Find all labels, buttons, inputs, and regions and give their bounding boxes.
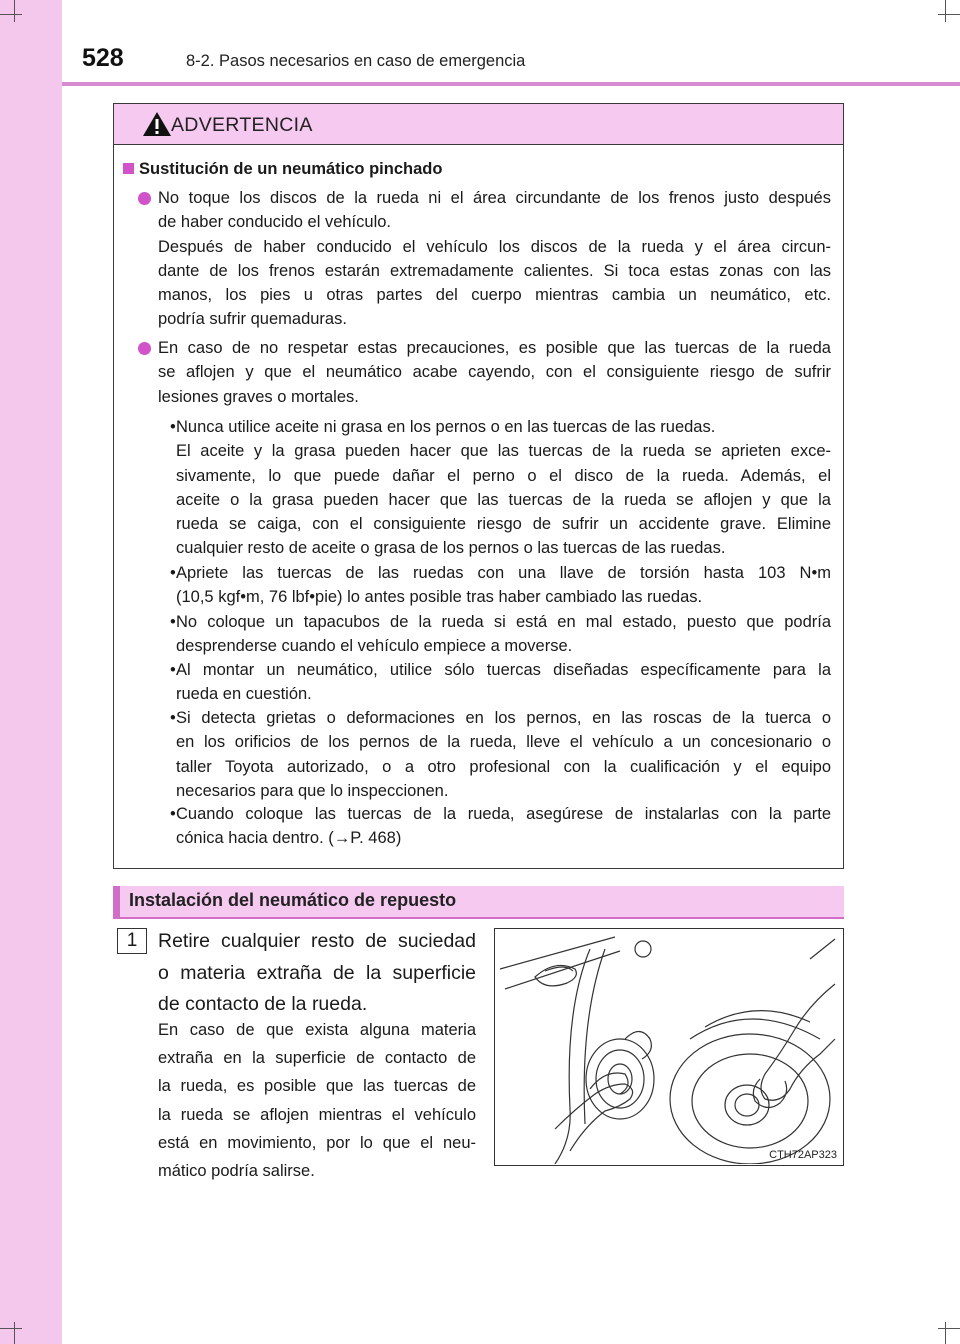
chapter-title: 8-2. Pasos necesarios en caso de emergencia bbox=[186, 52, 526, 70]
text-line: rueda en cuestión. bbox=[176, 685, 312, 704]
text-line: está en movimiento, por lo que el neu- bbox=[158, 1133, 476, 1152]
side-margin-strip bbox=[0, 0, 62, 1344]
crop-mark bbox=[945, 0, 946, 22]
crop-mark bbox=[0, 1328, 22, 1329]
figure-code: CTH72AP323 bbox=[769, 1149, 837, 1161]
text-line: aceite o la grasa pueden hacer que las tuercas de la rueda se aflojen y que la bbox=[176, 490, 831, 509]
text-line: Nunca utilice aceite ni grasa en los pernos o en las tuercas de las ruedas. bbox=[176, 418, 716, 436]
step-note bbox=[158, 1016, 476, 1185]
sub-bullet: • bbox=[170, 564, 176, 582]
text-line: Al montar un neumático, utilice sólo tuercas diseñadas específicamente para la bbox=[176, 661, 831, 679]
sub-item-1 bbox=[158, 415, 831, 561]
page-number: 528 bbox=[82, 44, 124, 72]
text-line: En caso de no respetar estas precauciones, es posible que las tuercas de la rueda bbox=[158, 339, 831, 357]
warning-triangle-icon bbox=[142, 111, 172, 137]
text-line: En caso de que exista alguna materia bbox=[158, 1021, 476, 1039]
text-line: manos, los pies u otras partes del cuerpo mientras cambia un neumático, etc. bbox=[158, 286, 831, 305]
warning-title: ADVERTENCIA bbox=[171, 114, 313, 136]
text-line: o materia extraña de la superficie bbox=[158, 961, 476, 984]
text-line: lesiones graves o mortales. bbox=[158, 387, 359, 406]
sub-item-4 bbox=[158, 658, 831, 707]
text-line: necesarios para que lo inspeccionen. bbox=[176, 781, 449, 800]
text-line: dante de los frenos estarán extremadamente calientes. Si toca estas zonas con las bbox=[158, 261, 831, 280]
sub-item-6 bbox=[158, 802, 831, 851]
text-line: mático podría salirse. bbox=[158, 1162, 315, 1181]
text-line: taller Toyota autorizado, o a otro profesional con la cualificación y el equipo bbox=[176, 757, 831, 776]
sub-bullet: • bbox=[170, 805, 176, 823]
warning-header bbox=[114, 104, 843, 145]
crop-mark bbox=[14, 1322, 15, 1344]
text-line: rueda se caiga, con el consiguiente riesgo de sufrir un accidente grave. Elimine bbox=[176, 515, 831, 534]
sub-item-3 bbox=[158, 610, 831, 659]
crop-mark bbox=[0, 14, 22, 15]
text-line: extraña en la superficie de contacto de bbox=[158, 1049, 476, 1068]
text-line: la rueda, es posible que las tuercas de bbox=[158, 1077, 476, 1096]
wheel-cleaning-illustration bbox=[494, 928, 844, 1166]
text-line: de contacto de la rueda. bbox=[158, 993, 368, 1015]
crop-mark bbox=[945, 1322, 946, 1344]
text-line: sivamente, lo que puede dañar el perno o el disco de la rueda. Además, el bbox=[176, 466, 831, 485]
warning-bullet-1 bbox=[158, 186, 831, 332]
text-line: cualquier resto de aceite o grasa de los pernos o las tuercas de las ruedas. bbox=[176, 539, 726, 558]
bullet-dot bbox=[138, 192, 151, 205]
text-line: cónica hacia dentro. (→P. 468) bbox=[176, 829, 402, 848]
warning-section-title: Sustitución de un neumático pinchado bbox=[139, 160, 443, 178]
sub-bullet: • bbox=[170, 613, 176, 631]
warning-bullet-2 bbox=[158, 336, 831, 409]
sub-bullet: • bbox=[170, 661, 176, 679]
step-instruction bbox=[158, 926, 476, 1021]
text-line: Apriete las tuercas de las ruedas con una llave de torsión hasta 103 N•m bbox=[176, 564, 831, 582]
sub-item-5 bbox=[158, 706, 831, 803]
text-line: No coloque un tapacubos de la rueda si está en mal estado, puesto que podría bbox=[176, 613, 831, 631]
text-line: Retire cualquier resto de suciedad bbox=[158, 930, 476, 952]
sub-bullet: • bbox=[170, 418, 176, 436]
sub-bullet: • bbox=[170, 709, 176, 727]
sub-item-2 bbox=[158, 561, 831, 610]
text-line: podría sufrir quemaduras. bbox=[158, 310, 347, 329]
text-line: Cuando coloque las tuercas de la rueda, asegúrese de instalarlas con la parte bbox=[176, 805, 831, 823]
text-line: No toque los discos de la rueda ni el área circundante de los frenos justo después bbox=[158, 189, 831, 207]
crop-mark bbox=[938, 1328, 960, 1329]
section-accent bbox=[113, 886, 120, 917]
section-square-marker bbox=[123, 163, 134, 174]
header-rule bbox=[62, 82, 960, 86]
bullet-dot bbox=[138, 342, 151, 355]
crop-mark bbox=[938, 14, 960, 15]
section-heading-bar bbox=[113, 886, 844, 919]
text-line: Si detecta grietas o deformaciones en los pernos, en las roscas de la tuerca o bbox=[176, 709, 831, 727]
text-line: Después de haber conducido el vehículo los discos de la rueda y el área circun- bbox=[158, 237, 831, 256]
text-line: de haber conducido el vehículo. bbox=[158, 213, 391, 232]
step-number: 1 bbox=[117, 928, 147, 954]
text-line: se aflojen y que el neumático acabe cayendo, con el consiguiente riesgo de sufrir bbox=[158, 363, 831, 382]
text-line: El aceite y la grasa pueden hacer que las tuercas de la rueda se aprieten exce- bbox=[176, 442, 831, 461]
text-line: en los orificios de los pernos de la rueda, lleve el vehículo a un concesionario o bbox=[176, 733, 831, 752]
illustration-drawing bbox=[495, 929, 842, 1164]
crop-mark bbox=[14, 0, 15, 22]
text-line: la rueda se aflojen mientras el vehículo bbox=[158, 1105, 476, 1124]
text-line: (10,5 kgf•m, 76 lbf•pie) lo antes posible tras haber cambiado las ruedas. bbox=[176, 588, 703, 607]
section-title: Instalación del neumático de repuesto bbox=[129, 890, 457, 910]
text-line: desprenderse cuando el vehículo empiece a moverse. bbox=[176, 637, 573, 656]
